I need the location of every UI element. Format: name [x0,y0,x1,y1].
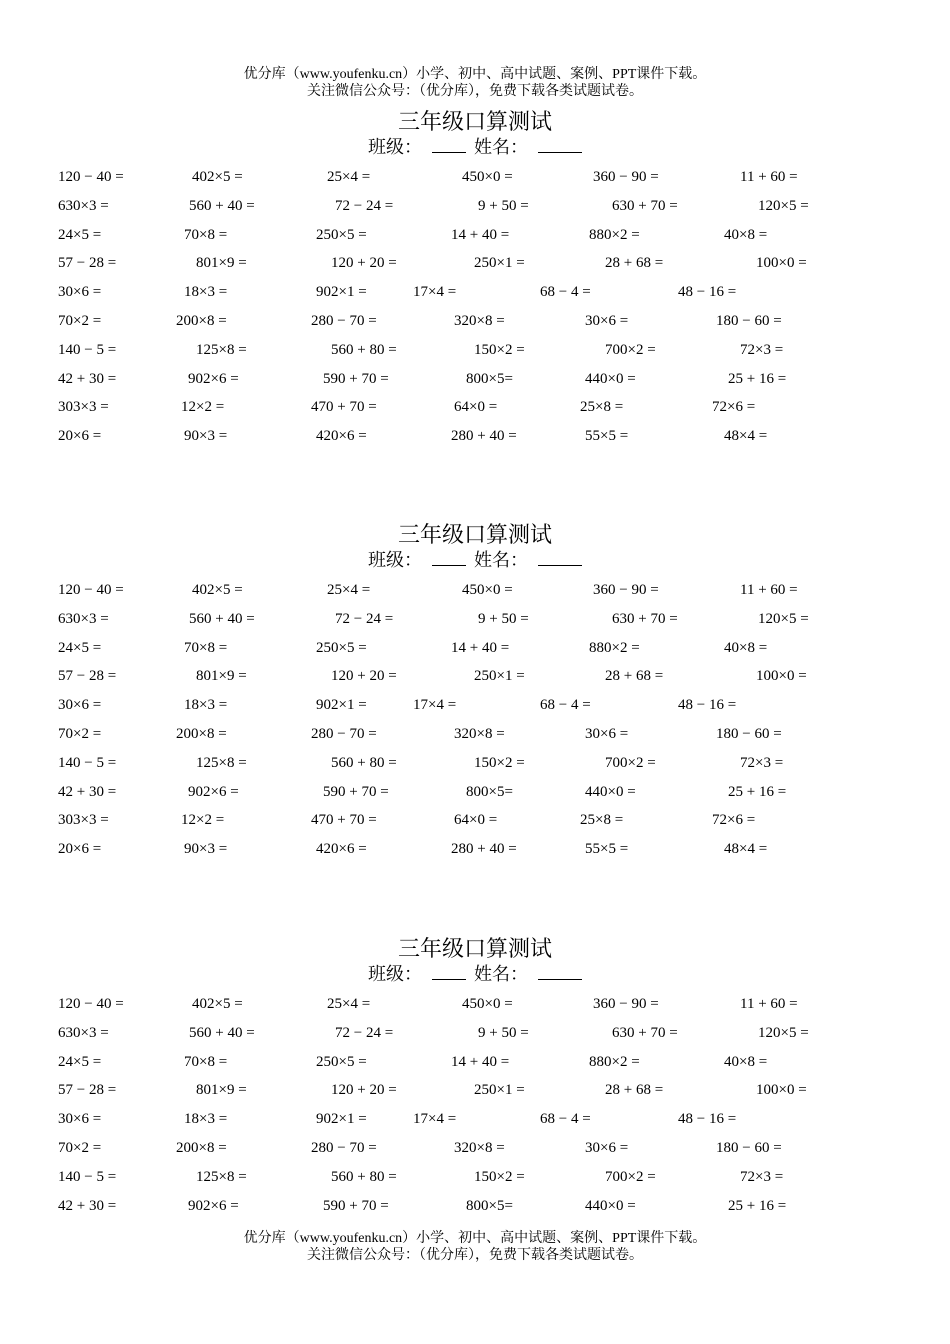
problem-row [0,666,950,688]
arithmetic-problem: 280 − 70 = [311,1140,377,1156]
arithmetic-problem: 560 + 40 = [189,1024,255,1041]
problem-row [0,609,950,631]
arithmetic-problem: 150×2 = [474,341,525,358]
problem-row [0,753,950,775]
arithmetic-problem: 57 − 28 = [58,668,117,685]
arithmetic-problem: 140 − 5 = [58,341,117,358]
arithmetic-problem: 700×2 = [605,1168,656,1185]
arithmetic-problem: 40×8 = [724,639,768,656]
problem-row [0,397,950,419]
problem-row [0,426,950,448]
name-blank[interactable] [538,549,582,566]
arithmetic-problem: 72×6 = [712,399,756,416]
arithmetic-problem: 28 + 68 = [605,1082,664,1099]
arithmetic-problem: 70×2 = [58,1140,102,1156]
arithmetic-problem: 320×8 = [454,313,505,329]
arithmetic-problem: 64×0 = [454,399,498,416]
problem-row [0,810,950,832]
problem-row [0,1109,950,1131]
arithmetic-problem: 72×3 = [740,754,784,771]
problem-row [0,196,950,218]
arithmetic-problem: 11 + 60 = [740,169,798,185]
arithmetic-problem: 250×5 = [316,639,367,656]
arithmetic-problem: 402×5 = [192,169,243,185]
arithmetic-problem: 9 + 50 = [478,1024,529,1041]
arithmetic-problem: 120×5 = [758,610,809,627]
arithmetic-problem: 120×5 = [758,197,809,214]
name-blank[interactable] [538,136,582,153]
arithmetic-problem: 90×3 = [184,841,228,858]
problem-row [0,695,950,717]
arithmetic-problem: 360 − 90 = [593,582,659,598]
class-blank[interactable] [432,963,466,980]
arithmetic-problem: 28 + 68 = [605,668,664,685]
problem-row [0,638,950,660]
arithmetic-problem: 440×0 = [585,1197,636,1214]
arithmetic-problem: 12×2 = [181,399,225,416]
arithmetic-problem: 902×1 = [316,284,367,301]
arithmetic-problem: 560 + 80 = [331,754,397,771]
arithmetic-problem: 25×8 = [580,399,624,416]
arithmetic-problem: 120 + 20 = [331,1082,397,1099]
arithmetic-problem: 24×5 = [58,226,102,243]
arithmetic-problem: 20×6 = [58,428,102,445]
arithmetic-problem: 70×8 = [184,1053,228,1070]
problem-row [0,580,950,602]
arithmetic-problem: 55×5 = [585,428,629,445]
arithmetic-problem: 250×1 = [474,1082,525,1099]
arithmetic-problem: 30×6 = [585,726,629,742]
arithmetic-problem: 125×8 = [196,341,247,358]
arithmetic-problem: 70×2 = [58,313,102,329]
arithmetic-problem: 420×6 = [316,841,367,858]
arithmetic-problem: 440×0 = [585,370,636,387]
arithmetic-problem: 120 − 40 = [58,169,124,185]
arithmetic-problem: 90×3 = [184,428,228,445]
arithmetic-problem: 17×4 = [413,1111,457,1128]
arithmetic-problem: 880×2 = [589,226,640,243]
arithmetic-problem: 800×5= [466,1197,513,1214]
header-line-2: 关注微信公众号：（优分库），免费下载各类试题试卷。 [307,84,643,99]
arithmetic-problem: 630×3 = [58,197,109,214]
arithmetic-problem: 590 + 70 = [323,370,389,387]
problem-row [0,167,950,189]
arithmetic-problem: 30×6 = [58,284,102,301]
arithmetic-problem: 25 + 16 = [728,1197,787,1214]
arithmetic-problem: 30×6 = [58,1111,102,1128]
arithmetic-problem: 902×1 = [316,697,367,714]
arithmetic-problem: 590 + 70 = [323,783,389,800]
footer-line-2: 关注微信公众号：（优分库），免费下载各类试题试卷。 [307,1248,643,1263]
arithmetic-problem: 250×5 = [316,1053,367,1070]
worksheet-title: 三年级口算测试 [397,937,552,962]
arithmetic-problem: 450×0 = [462,996,513,1012]
arithmetic-problem: 402×5 = [192,582,243,598]
class-blank[interactable] [432,549,466,566]
arithmetic-problem: 18×3 = [184,284,228,301]
arithmetic-problem: 590 + 70 = [323,1197,389,1214]
class-label: 班级： [368,137,422,157]
arithmetic-problem: 120 − 40 = [58,996,124,1012]
arithmetic-problem: 250×1 = [474,255,525,272]
arithmetic-problem: 280 − 70 = [311,313,377,329]
arithmetic-problem: 902×6 = [188,370,239,387]
arithmetic-problem: 250×1 = [474,668,525,685]
arithmetic-problem: 57 − 28 = [58,1082,117,1099]
class-label: 班级： [368,550,422,570]
arithmetic-problem: 11 + 60 = [740,582,798,598]
arithmetic-problem: 320×8 = [454,1140,505,1156]
problem-row [0,1196,950,1218]
arithmetic-problem: 30×6 = [585,313,629,329]
arithmetic-problem: 801×9 = [196,1082,247,1099]
problem-row [0,1080,950,1102]
arithmetic-problem: 100×0 = [756,255,807,272]
problem-row [0,253,950,275]
arithmetic-problem: 72×6 = [712,812,756,829]
arithmetic-problem: 9 + 50 = [478,610,529,627]
arithmetic-problem: 800×5= [466,370,513,387]
header-banner [0,66,950,100]
arithmetic-problem: 402×5 = [192,996,243,1012]
arithmetic-problem: 72 − 24 = [335,1024,394,1041]
arithmetic-problem: 800×5= [466,783,513,800]
arithmetic-problem: 125×8 = [196,754,247,771]
name-label: 姓名： [474,964,528,984]
arithmetic-problem: 20×6 = [58,841,102,858]
problem-row [0,1052,950,1074]
problem-row [0,839,950,861]
problem-row [0,369,950,391]
arithmetic-problem: 72×3 = [740,341,784,358]
arithmetic-problem: 100×0 = [756,1082,807,1099]
arithmetic-problem: 125×8 = [196,1168,247,1185]
arithmetic-problem: 70×2 = [58,726,102,742]
class-name-line [0,136,950,158]
arithmetic-problem: 560 + 80 = [331,1168,397,1185]
arithmetic-problem: 200×8 = [176,726,227,742]
arithmetic-problem: 25×4 = [327,996,371,1012]
arithmetic-problem: 57 − 28 = [58,255,117,272]
arithmetic-problem: 120 + 20 = [331,255,397,272]
arithmetic-problem: 180 − 60 = [716,1140,782,1156]
class-blank[interactable] [432,136,466,153]
arithmetic-problem: 30×6 = [58,697,102,714]
arithmetic-problem: 280 − 70 = [311,726,377,742]
arithmetic-problem: 30×6 = [585,1140,629,1156]
arithmetic-problem: 902×1 = [316,1111,367,1128]
arithmetic-problem: 560 + 40 = [189,197,255,214]
problem-row [0,724,950,746]
arithmetic-problem: 880×2 = [589,639,640,656]
arithmetic-problem: 40×8 = [724,226,768,243]
arithmetic-problem: 42 + 30 = [58,1197,117,1214]
arithmetic-problem: 14 + 40 = [451,1053,510,1070]
arithmetic-problem: 450×0 = [462,169,513,185]
arithmetic-problem: 25×8 = [580,812,624,829]
arithmetic-problem: 68 − 4 = [540,697,591,714]
arithmetic-problem: 140 − 5 = [58,1168,117,1185]
arithmetic-problem: 14 + 40 = [451,226,510,243]
arithmetic-problem: 72 − 24 = [335,197,394,214]
arithmetic-problem: 68 − 4 = [540,284,591,301]
arithmetic-problem: 68 − 4 = [540,1111,591,1128]
arithmetic-problem: 200×8 = [176,1140,227,1156]
arithmetic-problem: 150×2 = [474,1168,525,1185]
arithmetic-problem: 560 + 40 = [189,610,255,627]
problem-row [0,225,950,247]
arithmetic-problem: 72 − 24 = [335,610,394,627]
arithmetic-problem: 880×2 = [589,1053,640,1070]
arithmetic-problem: 902×6 = [188,783,239,800]
arithmetic-problem: 560 + 80 = [331,341,397,358]
arithmetic-problem: 470 + 70 = [311,399,377,416]
name-blank[interactable] [538,963,582,980]
arithmetic-problem: 700×2 = [605,341,656,358]
arithmetic-problem: 25 + 16 = [728,783,787,800]
arithmetic-problem: 630 + 70 = [612,1024,678,1041]
arithmetic-problem: 9 + 50 = [478,197,529,214]
arithmetic-problem: 48×4 = [724,841,768,858]
arithmetic-problem: 18×3 = [184,1111,228,1128]
name-label: 姓名： [474,137,528,157]
arithmetic-problem: 120 + 20 = [331,668,397,685]
arithmetic-problem: 28 + 68 = [605,255,664,272]
worksheet-title: 三年级口算测试 [397,523,552,548]
arithmetic-problem: 303×3 = [58,812,109,829]
arithmetic-problem: 630×3 = [58,610,109,627]
arithmetic-problem: 40×8 = [724,1053,768,1070]
problem-row [0,311,950,333]
arithmetic-problem: 120×5 = [758,1024,809,1041]
problem-row [0,282,950,304]
arithmetic-problem: 801×9 = [196,668,247,685]
arithmetic-problem: 48×4 = [724,428,768,445]
problem-row [0,1138,950,1160]
arithmetic-problem: 140 − 5 = [58,754,117,771]
arithmetic-problem: 25×4 = [327,582,371,598]
class-label: 班级： [368,964,422,984]
arithmetic-problem: 55×5 = [585,841,629,858]
arithmetic-problem: 360 − 90 = [593,169,659,185]
arithmetic-problem: 420×6 = [316,428,367,445]
arithmetic-problem: 630 + 70 = [612,610,678,627]
arithmetic-problem: 12×2 = [181,812,225,829]
arithmetic-problem: 24×5 = [58,1053,102,1070]
arithmetic-problem: 700×2 = [605,754,656,771]
arithmetic-problem: 280 + 40 = [451,841,517,858]
name-label: 姓名： [474,550,528,570]
arithmetic-problem: 100×0 = [756,668,807,685]
arithmetic-problem: 17×4 = [413,284,457,301]
arithmetic-problem: 24×5 = [58,639,102,656]
arithmetic-problem: 360 − 90 = [593,996,659,1012]
problem-row [0,1167,950,1189]
arithmetic-problem: 180 − 60 = [716,726,782,742]
arithmetic-problem: 25 + 16 = [728,370,787,387]
arithmetic-problem: 48 − 16 = [678,697,737,714]
arithmetic-problem: 11 + 60 = [740,996,798,1012]
footer-line-1: 优分库（www.youfenku.cn）小学、初中、高中试题、案例、PPT课件下载。 [243,1231,707,1246]
arithmetic-problem: 48 − 16 = [678,284,737,301]
arithmetic-problem: 630×3 = [58,1024,109,1041]
arithmetic-problem: 320×8 = [454,726,505,742]
problem-row [0,340,950,362]
arithmetic-problem: 450×0 = [462,582,513,598]
arithmetic-problem: 72×3 = [740,1168,784,1185]
arithmetic-problem: 42 + 30 = [58,783,117,800]
problem-row [0,994,950,1016]
problem-row [0,1023,950,1045]
arithmetic-problem: 64×0 = [454,812,498,829]
arithmetic-problem: 180 − 60 = [716,313,782,329]
arithmetic-problem: 120 − 40 = [58,582,124,598]
worksheet-title: 三年级口算测试 [397,110,552,135]
arithmetic-problem: 25×4 = [327,169,371,185]
arithmetic-problem: 470 + 70 = [311,812,377,829]
arithmetic-problem: 150×2 = [474,754,525,771]
arithmetic-problem: 280 + 40 = [451,428,517,445]
arithmetic-problem: 200×8 = [176,313,227,329]
arithmetic-problem: 70×8 = [184,226,228,243]
arithmetic-problem: 48 − 16 = [678,1111,737,1128]
arithmetic-problem: 42 + 30 = [58,370,117,387]
problem-row [0,782,950,804]
arithmetic-problem: 250×5 = [316,226,367,243]
arithmetic-problem: 70×8 = [184,639,228,656]
footer-banner [0,1230,950,1264]
arithmetic-problem: 17×4 = [413,697,457,714]
arithmetic-problem: 902×6 = [188,1197,239,1214]
arithmetic-problem: 14 + 40 = [451,639,510,656]
arithmetic-problem: 630 + 70 = [612,197,678,214]
class-name-line [0,549,950,571]
arithmetic-problem: 801×9 = [196,255,247,272]
header-line-1: 优分库（www.youfenku.cn）小学、初中、高中试题、案例、PPT课件下载。 [243,67,707,82]
class-name-line [0,963,950,985]
arithmetic-problem: 440×0 = [585,783,636,800]
arithmetic-problem: 18×3 = [184,697,228,714]
arithmetic-problem: 303×3 = [58,399,109,416]
